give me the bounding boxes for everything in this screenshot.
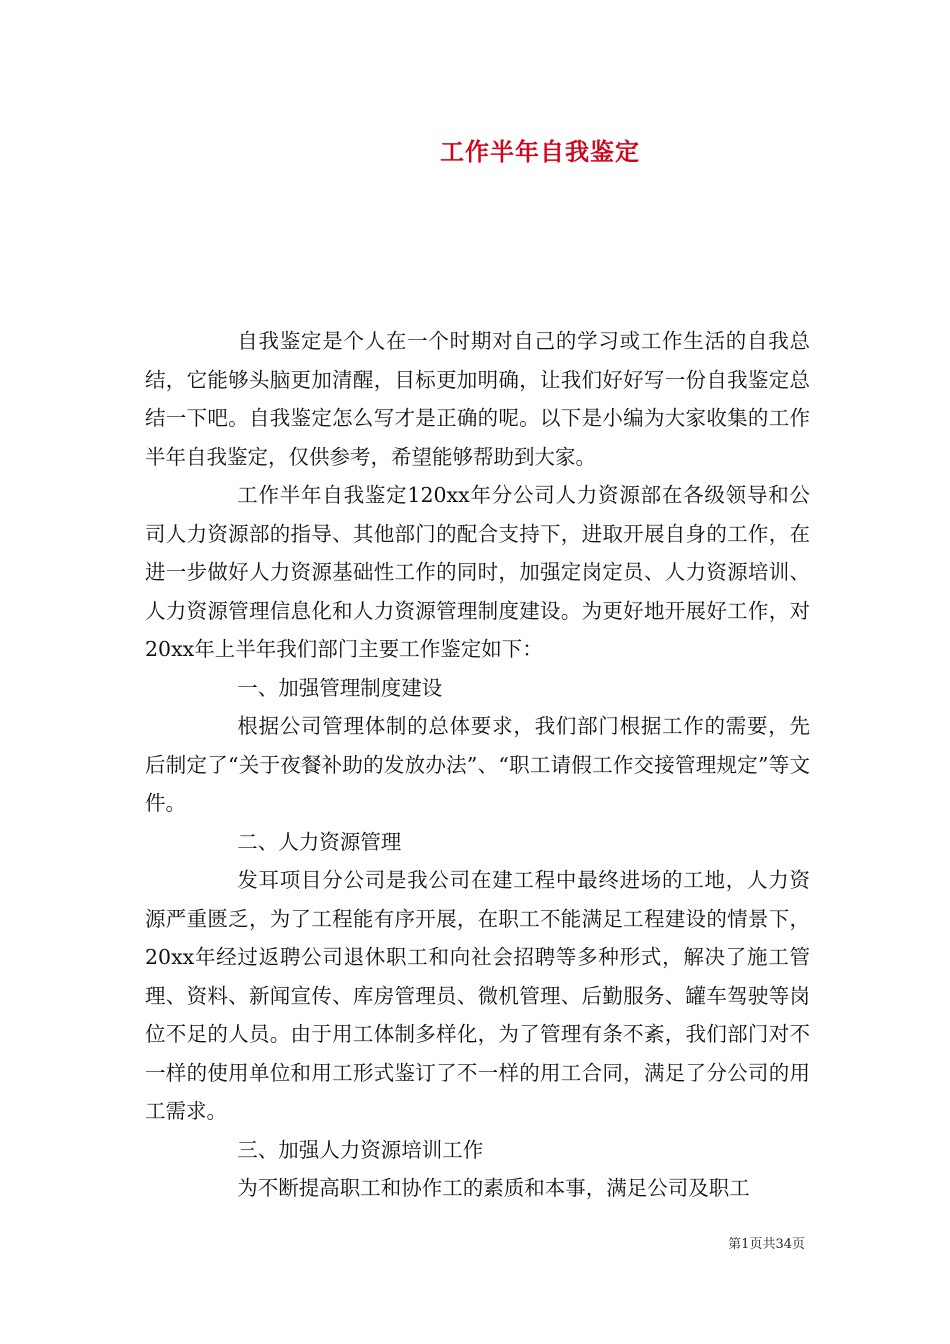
paragraph-section-1: 根据公司管理体制的总体要求，我们部门根据工作的需要，先后制定了“关于夜餐补助的发放办法”、“职工请假工作交接管理规定”等文件。 (145, 714, 810, 815)
paragraph-overview: 工作半年自我鉴定120xx年分公司人力资源部在各级领导和公司人力资源部的指导、其他部门的配合支持下，进取开展自身的工作，在进一步做好人力资源基础性工作的同时，加强定岗定员、人力资源培训、人力资源管理信息化和人力资源管理制度建设。为更好地开展好工作，对20xx年上半年我们部门主要工作鉴定如下： (145, 483, 810, 661)
section-heading-2: 二、人力资源管理 (237, 829, 402, 854)
page-number-footer: 第1页共34页 (728, 1237, 805, 1252)
paragraph-section-3: 为不断提高职工和协作工的素质和本事，满足公司及职工 (237, 1176, 750, 1200)
document-title: 工作半年自我鉴定 (440, 138, 640, 166)
document-body (145, 322, 810, 1208)
section-heading-1: 一、加强管理制度建设 (237, 675, 443, 700)
paragraph-intro: 自我鉴定是个人在一个时期对自己的学习或工作生活的自我总结，它能够头脑更加清醒，目标更加明确，让我们好好写一份自我鉴定总结一下吧。自我鉴定怎么写才是正确的呢。以下是小编为大家收集的工作半年自我鉴定，仅供参考，希望能够帮助到大家。 (145, 329, 810, 469)
paragraph-section-2: 发耳项目分公司是我公司在建工程中最终进场的工地，人力资源严重匮乏，为了工程能有序开展，在职工不能满足工程建设的情景下，20xx年经过返聘公司退休职工和向社会招聘等多种形式，解决了施工管理、资料、新闻宣传、库房管理员、微机管理、后勤服务、罐车驾驶等岗位不足的人员。由于用工体制多样化，为了管理有条不紊，我们部门对不一样的使用单位和用工形式鉴订了不一样的用工合同，满足了分公司的用工需求。 (145, 868, 810, 1123)
section-heading-3: 三、加强人力资源培训工作 (237, 1137, 484, 1162)
